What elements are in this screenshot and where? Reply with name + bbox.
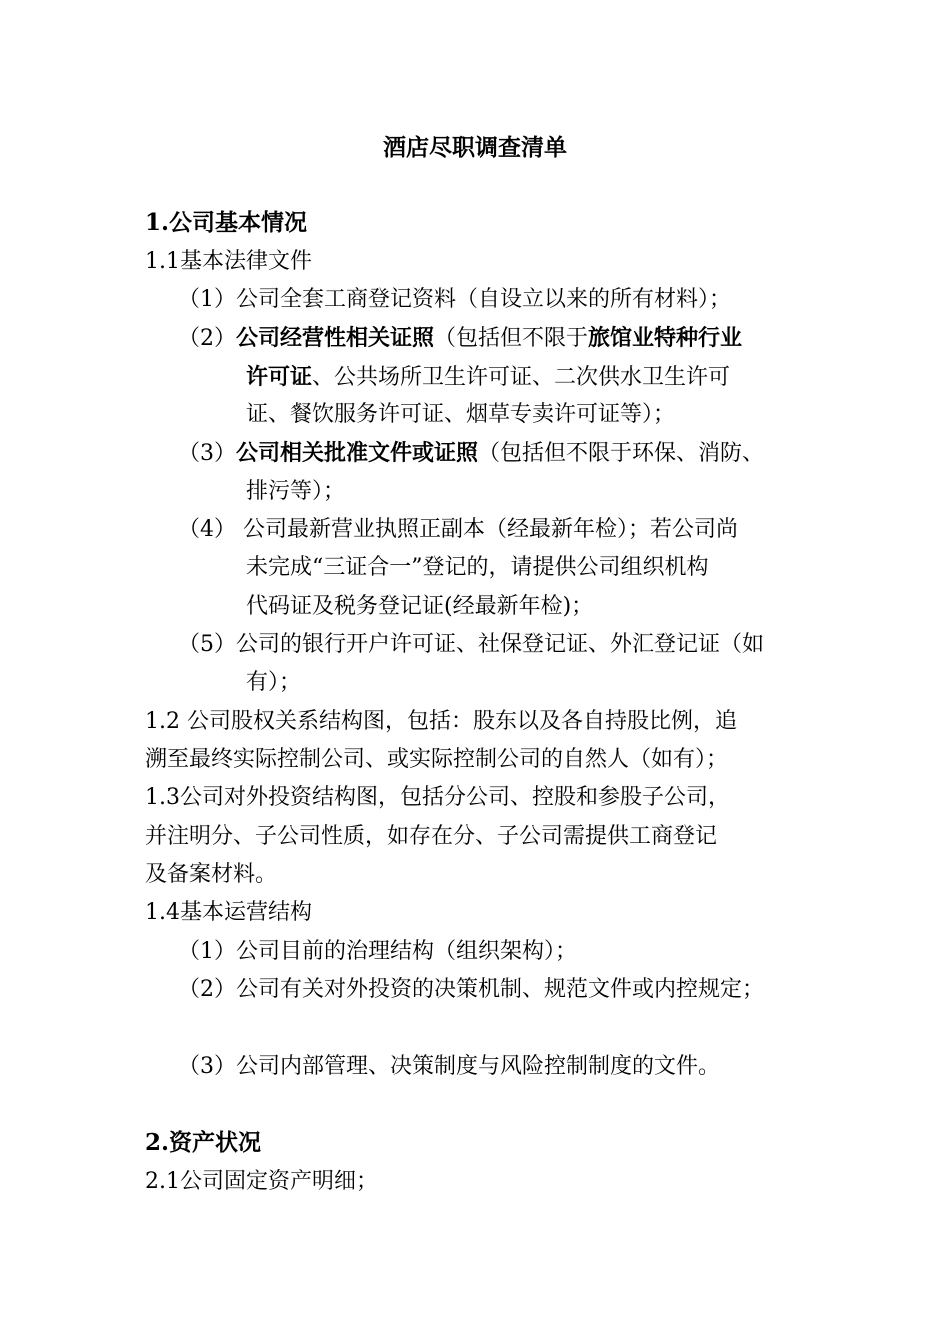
list-item-continuation: 排污等）； xyxy=(246,479,346,504)
list-item: （4） 公司最新营业执照正副本（经最新年检）；若公司尚 xyxy=(178,517,738,542)
subsection-1-1: 1.1基本法律文件 xyxy=(145,249,312,274)
list-item xyxy=(178,438,764,469)
section-heading-1: 1.公司基本情况 xyxy=(145,209,308,236)
section-heading-2: 2.资产状况 xyxy=(145,1129,262,1156)
subsection-1-4: 1.4基本运营结构 xyxy=(145,900,312,925)
list-item-continuation: 未完成“三证合一”登记的，请提供公司组织机构 xyxy=(246,555,709,580)
list-item-continuation: 代码证及税务登记证(经最新年检)； xyxy=(246,594,594,619)
bold-term: 旅馆业特种行业 xyxy=(588,325,743,351)
list-text: 、公共场所卫生许可证、二次供水卫生许可 xyxy=(312,365,731,390)
list-item: （2）公司有关对外投资的决策机制、规范文件或内控规定； xyxy=(178,977,764,1002)
paragraph-line: 溯至最终实际控制公司、或实际控制公司的自然人（如有）； xyxy=(145,747,729,772)
subsection-2-1: 2.1公司固定资产明细； xyxy=(145,1169,378,1194)
list-item xyxy=(178,323,742,354)
list-text: （包括但不限于 xyxy=(434,326,589,351)
paragraph-line: 及备案材料。 xyxy=(145,862,278,887)
list-item-continuation xyxy=(246,362,730,393)
list-item-continuation: 有）； xyxy=(246,670,302,695)
list-item-continuation: 证、餐饮服务许可证、烟草专卖许可证等）； xyxy=(246,402,676,427)
list-item: （1）公司全套工商登记资料（自设立以来的所有材料）； xyxy=(178,287,731,312)
subsection-1-2: 1.2 公司股权关系结构图，包括：股东以及各自持股比例，追 xyxy=(145,709,737,734)
list-item: （5）公司的银行开户许可证、社保登记证、外汇登记证（如 xyxy=(178,632,764,657)
bold-term: 许可证 xyxy=(246,364,313,390)
list-item: （3）公司内部管理、决策制度与风险控制制度的文件。 xyxy=(178,1054,720,1079)
list-item: （1）公司目前的治理结构（组织架构）； xyxy=(178,939,577,964)
bold-term: 公司经营性相关证照 xyxy=(236,325,435,351)
paragraph-line: 并注明分、子公司性质，如存在分、子公司需提供工商登记 xyxy=(145,824,718,849)
list-marker: （2） xyxy=(178,326,236,351)
list-text: （包括但不限于环保、消防、 xyxy=(478,441,765,466)
subsection-1-3: 1.3公司对外投资结构图，包括分公司、控股和参股子公司， xyxy=(145,785,730,810)
page-title: 酒店尽职调查清单 xyxy=(383,134,567,161)
list-marker: （3） xyxy=(178,441,236,466)
bold-term: 公司相关批准文件或证照 xyxy=(236,440,479,466)
